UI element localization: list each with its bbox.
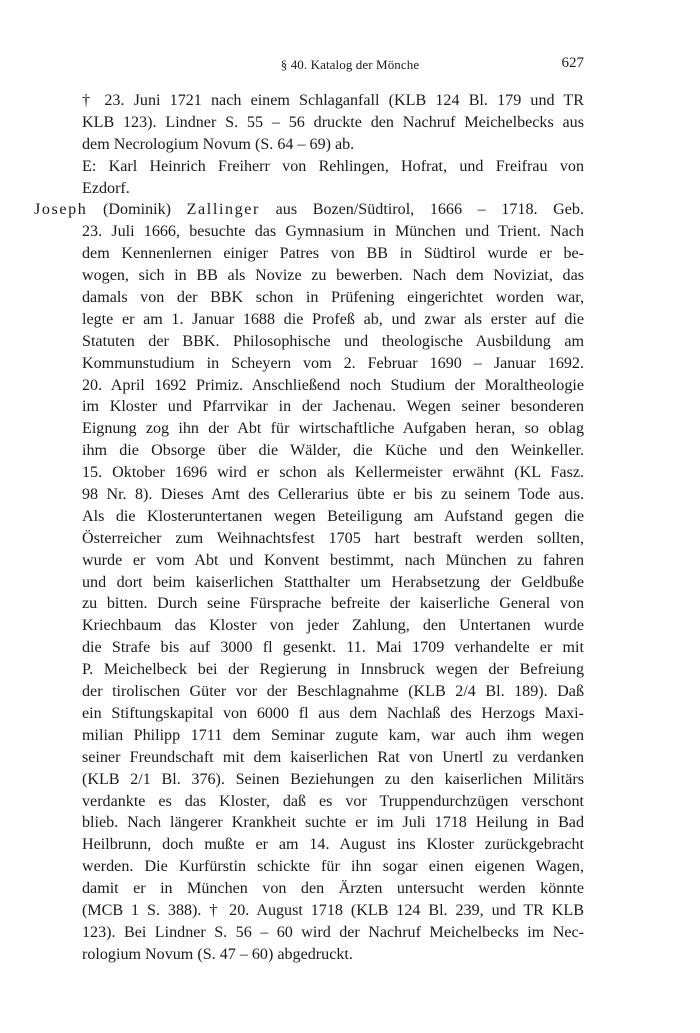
text-line: damals von der BBK schon in Prüfening eingerichtet worden war, [82,289,584,307]
text-line: † 23. Juni 1721 nach einem Schlaganfall (KLB 124 Bl. 179 und TR [82,92,584,109]
monk-surname: Zallinger [186,201,261,219]
text-line: KLB 123). Lindner S. 55 – 56 druckte den Nachruf Meichelbecks aus [82,113,584,131]
running-title: § 40. Katalog der Mönche [280,57,420,72]
text-line: blieb. Nach längerer Krankheit suchte er im Juli 1718 Heilung in Bad [82,814,584,832]
entry-heading-rest: aus Bozen/Südtirol, 1666 – 1718. Geb. [260,201,584,219]
text-line: zu bitten. Durch seine Fürsprache befreite der kaiserliche General von [82,595,584,613]
monk-first-name: Joseph [34,201,88,219]
text-line: Österreicher zum Weihnachtsfest 1705 hart bestraft werden sollten, [82,529,584,547]
text-line: dem Kennenlernen einiger Patres von BB in Südtirol wurde er be- [82,245,584,263]
text-line: und dort beim kaiserlichen Statthalter um Herabsetzung der Geldbuße [82,573,584,591]
text-line: ihm die Obsorge über die Wälder, die Küche und den Weinkeller. [82,442,584,460]
text-line: 23. Juli 1666, besuchte das Gymnasium in München und Trient. Nach [82,223,584,241]
text-line: im Kloster und Pfarrvikar in der Jachenau. Wegen seiner besonderen [82,398,584,416]
text-line: milian Philipp 1711 dem Seminar zugute kam, war auch ihm wegen [82,726,584,744]
text-line: 123). Bei Lindner S. 56 – 60 wird der Nachruf Meichelbecks im Nec- [82,923,584,941]
text-line: werden. Die Kurfürstin schickte für ihn sogar einen eigenen Wagen, [82,858,584,876]
text-line: rologium Novum (S. 47 – 60) abgedruckt. [82,945,353,963]
text-line: verdankte es das Kloster, daß es vor Truppendurchzügen verschont [82,792,584,810]
text-line: damit er in München von den Ärzten untersucht werden könnte [82,880,584,898]
monk-religious-name: (Dominik) [87,201,187,219]
text-line: Ezdorf. [82,179,130,197]
text-line: 20. April 1692 Primiz. Anschließend noch Studium der Moraltheologie [82,376,584,394]
entry-previous-continued [34,90,584,199]
text-line: Kommunstudium in Scheyern vom 2. Februar 1690 – Januar 1692. [82,354,584,372]
text-line: seiner Freundschaft mit dem kaiserlichen Rat von Unertl zu verdanken [82,748,584,766]
text-line: 15. Oktober 1696 wird er schon als Kellermeister erwähnt (KL Fasz. [82,464,584,482]
text-line: Eignung zog ihn der Abt für wirtschaftliche Aufgaben heran, so oblag [82,420,584,438]
text-line: wurde er vom Abt und Konvent bestimmt, nach München zu fahren [82,551,584,569]
entry-heading-line [34,199,584,221]
text-line: P. Meichelbeck bei der Regierung in Innsbruck wegen der Befreiung [82,661,584,679]
text-line: 98 Nr. 8). Dieses Amt des Cellerarius übte er bis zu seinem Tode aus. [82,486,584,504]
text-line: Heilbrunn, doch mußte er am 14. August ins Kloster zurückgebracht [82,836,584,854]
text-line: der tirolischen Güter vor der Beschlagnahme (KLB 2/4 Bl. 189). Daß [82,683,584,701]
text-line: wogen, sich in BB als Novize zu bewerben. Nach dem Noviziat, das [82,267,584,285]
text-line: E: Karl Heinrich Freiherr von Rehlingen, Hofrat, und Freifrau von [82,157,584,175]
text-line: Statuten der BBK. Philosophische und theologische Ausbildung am [82,332,584,350]
text-line: dem Necrologium Novum (S. 64 – 69) ab. [82,135,355,153]
entry-zallinger [34,199,584,965]
text-line: (MCB 1 S. 388). † 20. August 1718 (KLB 124 Bl. 239, und TR KLB [82,901,584,919]
text-line: ein Stiftungskapital von 6000 fl aus dem Nachlaß des Herzogs Maxi- [82,704,584,722]
text-line: (KLB 2/1 Bl. 376). Seinen Beziehungen zu den kaiserlichen Militärs [82,770,584,788]
text-line: Kriechbaum das Kloster von jeder Zahlung, den Untertanen wurde [82,617,584,635]
page-number: 627 [561,55,584,71]
text-line: legte er am 1. Januar 1688 die Profeß ab, und zwar als erster auf die [82,310,584,328]
text-line: die Strafe bis auf 3000 fl gesenkt. 11. Mai 1709 verhandelte er mit [82,639,584,657]
text-line: Als die Klosteruntertanen wegen Beteiligung am Aufstand gegen die [82,507,584,525]
page-body [34,90,584,966]
